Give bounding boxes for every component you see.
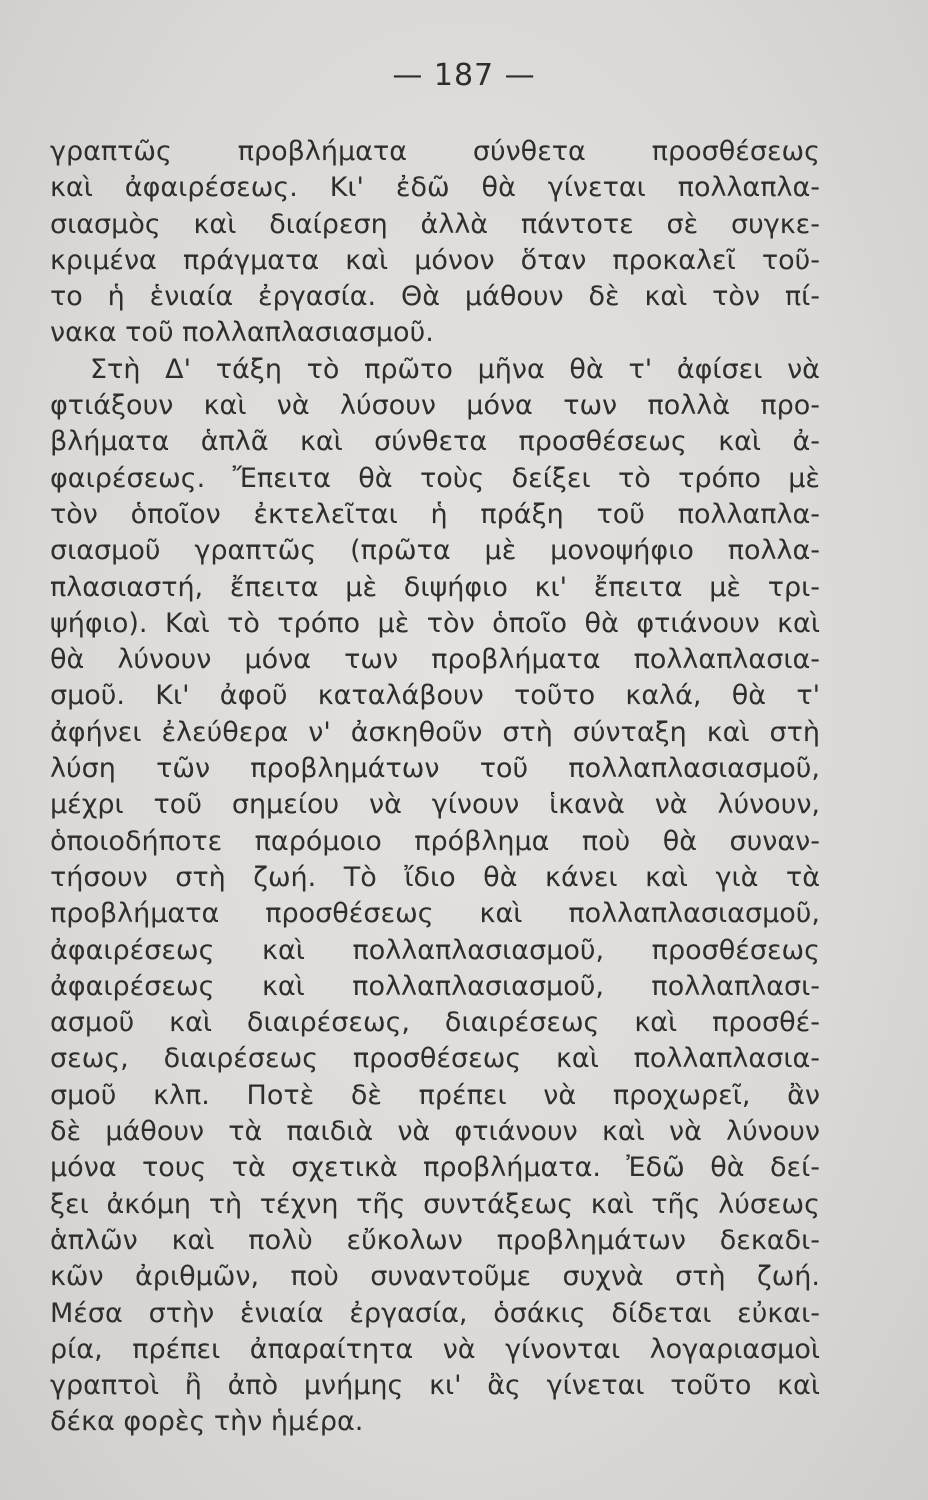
text-line: ρία, πρέπει ἀπαραίτητα νὰ γίνονται λογαριασμοὶ xyxy=(50,1333,820,1365)
text-line: φτιάξουν καὶ νὰ λύσουν μόνα των πολλὰ προ- xyxy=(50,390,820,422)
text-line: σιασμοῦ γραπτῶς (πρῶτα μὲ μονοψήφιο πολλα- xyxy=(50,535,820,567)
text-line: ἀφαιρέσεως καὶ πολλαπλασιασμοῦ, προσθέσεως xyxy=(50,934,820,966)
text-line: βλήματα ἁπλᾶ καὶ σύνθετα προσθέσεως καὶ ἀ- xyxy=(50,426,820,458)
text-line: ὁποιοδήποτε παρόμοιο πρόβλημα ποὺ θὰ συναν- xyxy=(50,825,820,857)
text-line: μέχρι τοῦ σημείου νὰ γίνουν ἱκανὰ νὰ λύνουν, xyxy=(50,789,820,821)
text-line: τήσουν στὴ ζωή. Τὸ ἴδιο θὰ κάνει καὶ γιὰ τὰ xyxy=(50,861,820,893)
text-line: σμοῦ κλπ. Ποτὲ δὲ πρέπει νὰ προχωρεῖ, ἂν xyxy=(50,1079,820,1111)
text-line: ξει ἀκόμη τὴ τέχνη τῆς συντάξεως καὶ τῆς λύσεως xyxy=(50,1188,820,1220)
text-line: κριμένα πράγματα καὶ μόνον ὅταν προκαλεῖ τοῦ- xyxy=(50,244,820,276)
text-line: λύση τῶν προβλημάτων τοῦ πολλαπλασιασμοῦ, xyxy=(50,753,820,785)
text-line: καὶ ἀφαιρέσεως. Κι' ἐδῶ θὰ γίνεται πολλαπλα- xyxy=(50,172,820,204)
text-line: γραπτῶς προβλήματα σύνθετα προσθέσεως xyxy=(50,136,820,167)
text-line: πλασιαστή, ἔπειτα μὲ διψήφιο κι' ἔπειτα μὲ τρι- xyxy=(50,571,820,603)
text-line: γραπτοὶ ἢ ἀπὸ μνήμης κι' ἂς γίνεται τοῦτο καὶ xyxy=(50,1370,820,1402)
text-line: σεως, διαιρέσεως προσθέσεως καὶ πολλαπλασια- xyxy=(50,1043,820,1075)
text-line: μόνα τους τὰ σχετικὰ προβλήματα. Ἐδῶ θὰ δεί- xyxy=(50,1152,820,1184)
text-line: σιασμὸς καὶ διαίρεση ἀλλὰ πάντοτε σὲ συγκε- xyxy=(50,208,820,240)
text-line: φαιρέσεως. Ἔπειτα θὰ τοὺς δείξει τὸ τρόπο μὲ xyxy=(50,462,820,494)
text-line: ἀφήνει ἐλεύθερα ν' ἀσκηθοῦν στὴ σύνταξη καὶ στὴ xyxy=(50,716,820,748)
text-line: προβλήματα προσθέσεως καὶ πολλαπλασιασμοῦ, xyxy=(50,898,820,930)
page-number: — 187 — xyxy=(392,58,536,93)
text-line: Μέσα στὴν ἑνιαία ἐργασία, ὁσάκις δίδεται εὐκαι- xyxy=(50,1297,820,1329)
text-line: ψήφιο). Καὶ τὸ τρόπο μὲ τὸν ὁποῖο θὰ φτιάνουν καὶ xyxy=(50,607,820,639)
text-line: τὸν ὁποῖον ἐκτελεῖται ἡ πράξη τοῦ πολλαπλα- xyxy=(50,498,820,530)
text-line: ἁπλῶν καὶ πολὺ εὔκολων προβλημάτων δεκαδι- xyxy=(50,1224,820,1256)
text-line: δὲ μάθουν τὰ παιδιὰ νὰ φτιάνουν καὶ νὰ λύνουν xyxy=(50,1116,820,1148)
text-line: θὰ λύνουν μόνα των προβλήματα πολλαπλασια- xyxy=(50,644,820,676)
text-line: νακα τοῦ πολλαπλασιασμοῦ. xyxy=(50,317,434,349)
text-line: κῶν ἀριθμῶν, ποὺ συναντοῦμε συχνὰ στὴ ζωή. xyxy=(50,1261,820,1293)
body-text xyxy=(50,134,820,1441)
text-line: δέκα φορὲς τὴν ἡμέρα. xyxy=(50,1406,364,1438)
text-line: Στὴ Δ' τάξη τὸ πρῶτο μῆνα θὰ τ' ἀφίσει νὰ xyxy=(90,353,820,385)
text-line: ἀφαιρέσεως καὶ πολλαπλασιασμοῦ, πολλαπλασι- xyxy=(50,970,820,1002)
text-line: ασμοῦ καὶ διαιρέσεως, διαιρέσεως καὶ προσθέ- xyxy=(50,1007,820,1039)
text-line: το ἡ ἑνιαία ἐργασία. Θὰ μάθουν δὲ καὶ τὸν πί- xyxy=(50,281,820,313)
text-line: σμοῦ. Κι' ἀφοῦ καταλάβουν τοῦτο καλά, θὰ τ' xyxy=(50,680,820,712)
